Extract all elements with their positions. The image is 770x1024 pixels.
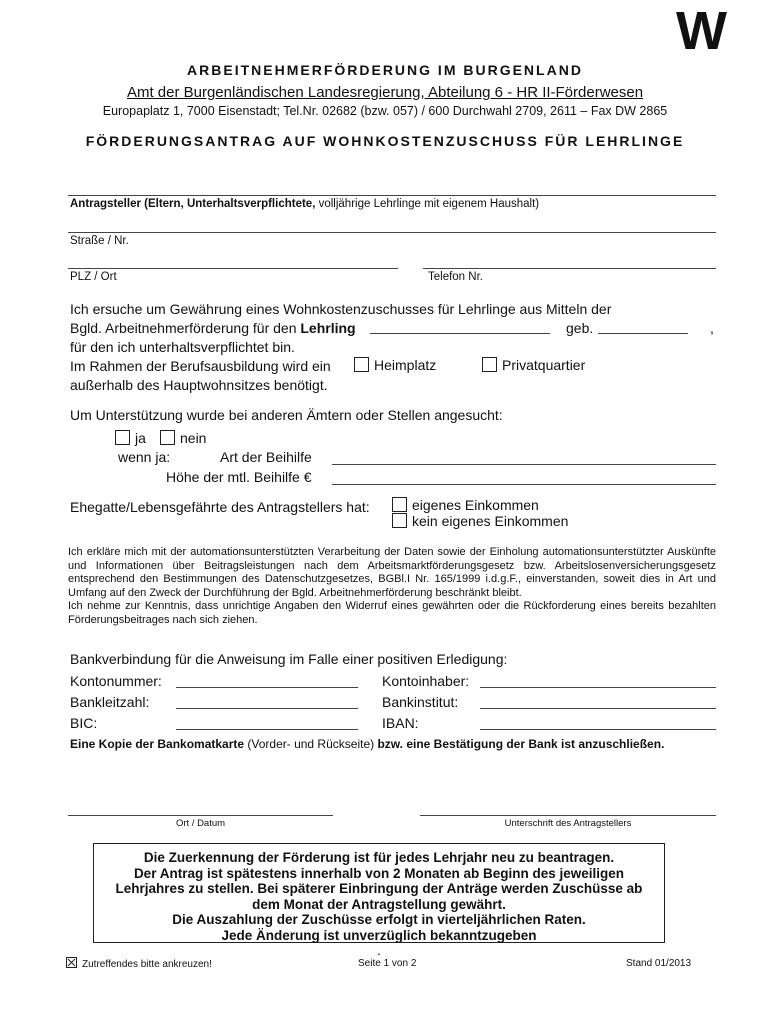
account-number-label: Kontonummer: bbox=[70, 673, 162, 689]
request-line-2 bbox=[70, 320, 356, 336]
bic-label: BIC: bbox=[70, 715, 98, 731]
legal-paragraph-2: Ich nehme zur Kenntnis, dass unrichtige Angaben den Widerruf eines gewährten oder die Rückforderung eines bereits bezahlten Förderungsbeitrages nach sich ziehen. bbox=[68, 600, 716, 626]
born-label: geb. bbox=[566, 320, 594, 336]
applicant-label-rest: volljährige Lehrlinge mit eigenem Haushalt) bbox=[315, 198, 540, 210]
office-name: Amt der Burgenländischen Landesregierung, Abteilung 6 - HR II-Förderwesen bbox=[126, 84, 644, 101]
apprentice-name-line[interactable] bbox=[370, 333, 550, 334]
option-no-income[interactable] bbox=[392, 513, 568, 529]
privatquartier-checkbox[interactable] bbox=[482, 357, 497, 372]
heimplatz-label: Heimplatz bbox=[374, 357, 437, 373]
bank-name-line[interactable] bbox=[480, 708, 716, 709]
check-note-text: Zutreffendes bitte ankreuzen! bbox=[82, 959, 212, 970]
check-note bbox=[66, 957, 212, 970]
request-line-2-text: Bgld. Arbeitnehmerförderung für den bbox=[70, 320, 301, 336]
street-line[interactable] bbox=[68, 232, 716, 233]
notice-line-5: Die Auszahlung der Zuschüsse erfolgt in vierteljährlichen Raten. bbox=[172, 912, 586, 927]
option-own-income[interactable] bbox=[392, 497, 539, 513]
signature-line[interactable] bbox=[420, 815, 716, 816]
no-income-label: kein eigenes Einkommen bbox=[412, 513, 569, 529]
place-date-label: Ort / Datum bbox=[175, 818, 226, 829]
request-line-4: Im Rahmen der Berufsausbildung wird ein bbox=[70, 358, 331, 374]
no-label: nein bbox=[180, 430, 207, 446]
applicant-label bbox=[70, 198, 539, 210]
notice-line-6-text: Jede Änderung ist unverzüglich bekanntzugeben bbox=[221, 927, 537, 943]
request-line-5: außerhalb des Hauptwohnsitzes benötigt. bbox=[70, 377, 328, 393]
aid-amount-line[interactable] bbox=[332, 484, 716, 485]
comma: , bbox=[710, 320, 714, 336]
yes-label: ja bbox=[135, 430, 146, 446]
bank-copy-bold-2: bzw. eine Bestätigung der Bank ist anzuschließen. bbox=[377, 737, 665, 751]
bank-code-label: Bankleitzahl: bbox=[70, 694, 150, 710]
option-privatquartier[interactable] bbox=[482, 357, 585, 373]
notice-period: . bbox=[377, 943, 381, 958]
spouse-label: Ehegatte/Lebensgefährte des Antragstellers hat: bbox=[70, 499, 370, 515]
birthdate-line[interactable] bbox=[598, 333, 688, 334]
bic-line[interactable] bbox=[176, 729, 358, 730]
account-number-line[interactable] bbox=[176, 687, 358, 688]
bank-name-label: Bankinstitut: bbox=[382, 694, 459, 710]
aid-amount-label: Höhe der mtl. Beihilfe € bbox=[166, 469, 312, 485]
request-line-1: Ich ersuche um Gewährung eines Wohnkostenzuschusses für Lehrlinge aus Mitteln der bbox=[70, 301, 612, 317]
own-income-checkbox[interactable] bbox=[392, 497, 407, 512]
own-income-label: eigenes Einkommen bbox=[412, 497, 539, 513]
legal-paragraph-1: Ich erkläre mich mit der automationsunterstützten Verarbeitung der Daten sowie der Einholung automationsunterstützter Auskünfte und Informationen über Beitragsleistungen nach dem Arbeitsmarktförderungsgesetz bzw. Arbeitslosenversicherungsgesetz entsprechend den Bestimmungen des Datenschutzgesetzes, BGBl.I Nr. 165/1999 i.d.g.F., einverstanden, soweit dies in Art und Umfang auf den Zweck der Durchführung der Bgld. Arbeitnehmerförderung beschränkt bleibt. bbox=[68, 546, 716, 599]
checked-box-icon bbox=[66, 957, 77, 968]
form-version: Stand 01/2013 bbox=[626, 958, 692, 969]
signature-label: Unterschrift des Antragstellers bbox=[504, 818, 632, 829]
notice-line-2: Der Antrag ist spätestens innerhalb von 2 Monaten ab Beginn des jeweiligen bbox=[133, 865, 625, 881]
page-number: Seite 1 von 2 bbox=[358, 958, 417, 969]
organization-title: ARBEITNEHMERFÖRDERUNG IM BURGENLAND bbox=[187, 62, 583, 78]
iban-label: IBAN: bbox=[382, 715, 419, 731]
if-yes-label: wenn ja: bbox=[118, 449, 171, 465]
form-title: FÖRDERUNGSANTRAG AUF WOHNKOSTENZUSCHUSS FÜR LEHRLINGE bbox=[85, 133, 685, 149]
applicant-label-bold: Antragsteller (Eltern, Unterhaltsverpflichtete, bbox=[70, 198, 316, 210]
apprentice-label: Lehrling bbox=[300, 320, 356, 336]
option-no[interactable] bbox=[160, 430, 206, 446]
aid-type-line[interactable] bbox=[332, 464, 716, 465]
privatquartier-label: Privatquartier bbox=[502, 357, 586, 373]
bank-copy-bold-1: Eine Kopie der Bankomatkarte bbox=[70, 737, 245, 751]
option-heimplatz[interactable] bbox=[354, 357, 436, 373]
notice-line-6 bbox=[94, 928, 664, 959]
account-holder-line[interactable] bbox=[480, 687, 716, 688]
office-address: Europaplatz 1, 7000 Eisenstadt; Tel.Nr. 02682 (bzw. 057) / 600 Durchwahl 2709, 2611 – Fax DW 2865 bbox=[102, 104, 668, 118]
place-date-line[interactable] bbox=[68, 815, 333, 816]
phone-line[interactable] bbox=[423, 268, 716, 269]
plz-label: PLZ / Ort bbox=[70, 271, 117, 283]
yes-checkbox[interactable] bbox=[115, 430, 130, 445]
bank-copy-normal: (Vorder- und Rückseite) bbox=[244, 737, 378, 751]
street-label: Straße / Nr. bbox=[70, 235, 129, 247]
request-line-3: für den ich unterhaltsverpflichtet bin. bbox=[70, 339, 295, 355]
bank-code-line[interactable] bbox=[176, 708, 358, 709]
account-holder-label: Kontoinhaber: bbox=[382, 673, 470, 689]
legal-declaration bbox=[68, 546, 716, 627]
phone-label: Telefon Nr. bbox=[428, 271, 483, 283]
notice-line-1: Die Zuerkennung der Förderung ist für jedes Lehrjahr neu zu beantragen. bbox=[143, 850, 615, 865]
no-checkbox[interactable] bbox=[160, 430, 175, 445]
support-question: Um Unterstützung wurde bei anderen Ämtern oder Stellen angesucht: bbox=[70, 407, 503, 423]
notice-line-3: Lehrjahres zu stellen. Bei späterer Einbringung der Anträge werden Zuschüsse ab bbox=[115, 881, 643, 896]
no-income-checkbox[interactable] bbox=[392, 513, 407, 528]
plz-line[interactable] bbox=[68, 268, 398, 269]
applicant-name-line[interactable] bbox=[68, 195, 716, 196]
aid-type-label: Art der Beihilfe bbox=[220, 449, 312, 465]
notice-box bbox=[93, 843, 665, 958]
notice-line-4: dem Monat der Antragstellung gewährt. bbox=[252, 896, 506, 912]
heimplatz-checkbox[interactable] bbox=[354, 357, 369, 372]
iban-line[interactable] bbox=[480, 729, 716, 730]
form-code-letter: W bbox=[676, 1, 727, 61]
option-yes[interactable] bbox=[115, 430, 146, 446]
bank-copy-note bbox=[70, 737, 664, 751]
bank-heading: Bankverbindung für die Anweisung im Falle einer positiven Erledigung: bbox=[70, 651, 508, 667]
